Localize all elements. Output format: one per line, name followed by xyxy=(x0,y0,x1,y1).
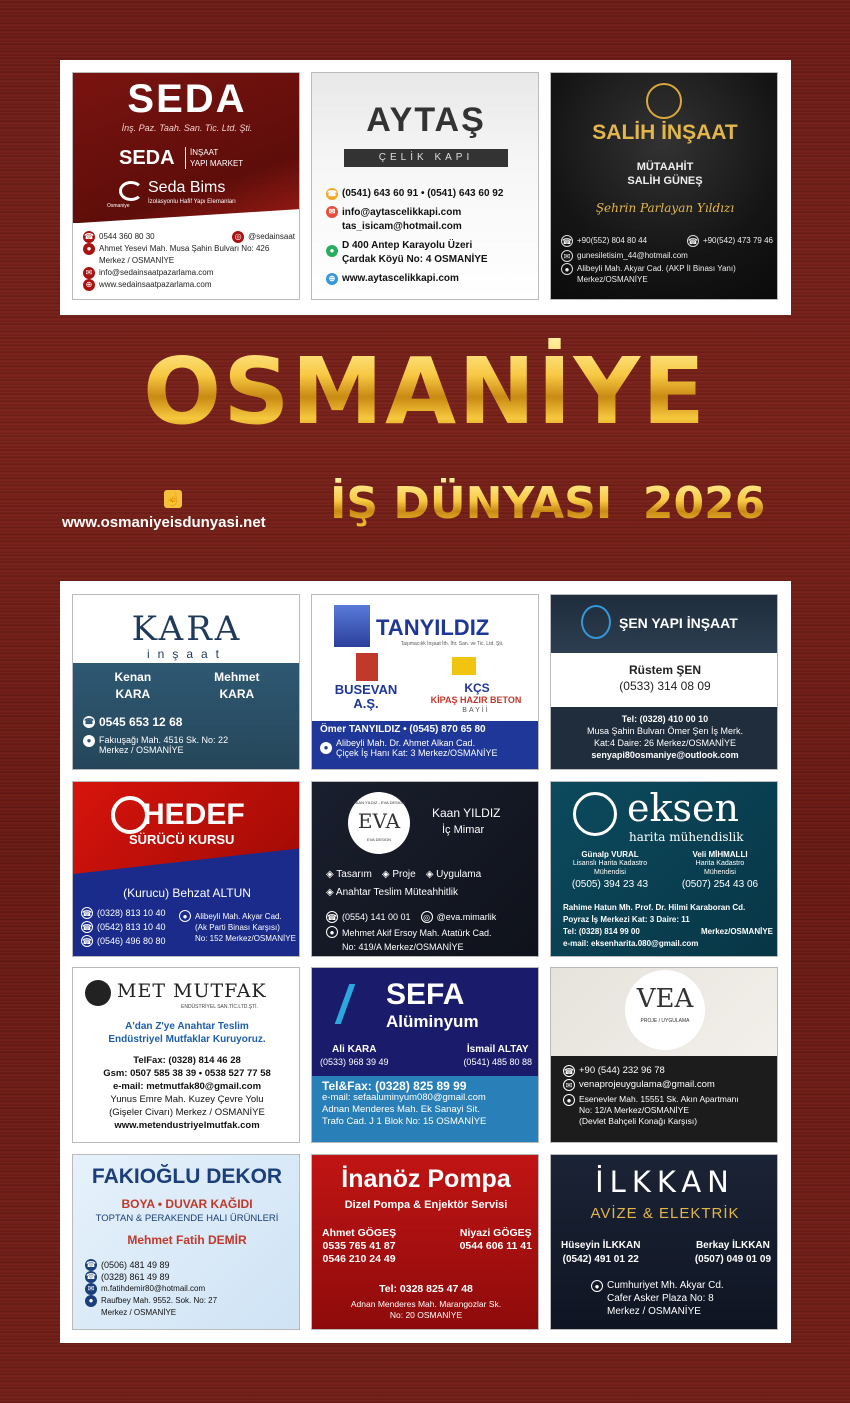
met-sub: ENDÜSTRİYEL SAN.TİC.LTD.ŞTİ. xyxy=(181,1004,258,1010)
phone-icon: ☎ xyxy=(82,909,92,918)
salih-logo-icon xyxy=(646,83,682,119)
hedef-phone3: (0546) 496 80 80 xyxy=(97,936,166,946)
aytas-email2: tas_isicam@hotmail.com xyxy=(342,221,462,232)
hedef-name: HEDEF xyxy=(143,798,245,831)
seda-market-sub2: YAPI MARKET xyxy=(190,159,244,168)
eva-logo-top: KAAN YILDIZ - EVA DESIGN xyxy=(353,800,405,805)
aytas-address1: D 400 Antep Karayolu Üzeri xyxy=(342,240,473,251)
location-icon: ● xyxy=(179,910,191,922)
seda-bims-sub: İzolasyonlu Hafif Yapı Elemanları xyxy=(148,199,236,205)
sefa-address1: Adnan Menderes Mah. Ek Sanayi Sit. xyxy=(322,1104,480,1115)
fakioglu-address2: Merkez / OSMANİYE xyxy=(101,1308,177,1317)
tanyildiz-building-icon xyxy=(334,605,370,647)
kcs-sub: KİPAŞ HAZIR BETON xyxy=(430,695,522,705)
seda-address: Ahmet Yesevi Mah. Musa Şahin Bulvarı No: 426 Merkez / OSMANİYE xyxy=(99,244,270,265)
sen-tel: Tel: (0328) 410 00 10 xyxy=(621,714,709,724)
eva-svc1: Tasarım xyxy=(336,869,372,880)
inanoz-p1-phone1: 0535 765 41 87 xyxy=(322,1240,396,1252)
hedef-phones xyxy=(81,906,166,948)
salih-phone2: +90(542) 473 79 46 xyxy=(702,236,773,245)
eva-services: ◈ Tasarım ◈ Proje ◈ Uygulama ◈ Anahtar Teslim Müteahhitlik xyxy=(326,869,482,898)
inanoz-address1: Adnan Menderes Mah. Marangozlar Sk. xyxy=(350,1299,502,1309)
met-address2: (Gişeler Civarı) Merkez / OSMANİYE xyxy=(109,1107,265,1118)
phone-icon: ☎ xyxy=(86,1272,96,1281)
aytas-email1: info@aytascelikkapi.com xyxy=(342,207,462,218)
hedef-founder: (Kurucu) Behzat ALTUN xyxy=(123,886,251,900)
phone-icon: ☎ xyxy=(84,717,94,726)
kcs-name: KÇS xyxy=(464,681,490,695)
sub-title: İŞ DÜNYASI 2026 xyxy=(330,478,766,529)
hedef-phone1: (0328) 813 10 40 xyxy=(97,908,166,918)
eksen-p2-name: Veli MİHMALLI xyxy=(692,850,748,859)
fakioglu-address1: Raufbey Mah. 9552. Sok. No: 27 xyxy=(101,1296,218,1305)
inanoz-tel: Tel: 0328 825 47 48 xyxy=(379,1283,473,1295)
sefa-sub: Alüminyum xyxy=(386,1012,479,1031)
ilkkan-p2-phone: (0507) 049 01 09 xyxy=(694,1254,771,1265)
eksen-p2-phone: (0507) 254 43 06 xyxy=(681,879,759,890)
hedef-address1: Alibeyli Mah. Akyar Cad. xyxy=(195,911,282,921)
sen-address2: Kat:4 Daire: 26 Merkez/OSMANİYE xyxy=(593,738,737,748)
seda-bims-name: Seda Bims xyxy=(148,179,226,196)
location-icon: ● xyxy=(561,263,573,275)
kara-person2-last: KARA xyxy=(219,687,255,701)
inanoz-people xyxy=(322,1227,532,1266)
phone-icon: ☎ xyxy=(327,913,337,922)
kara-sub: inşaat xyxy=(146,647,228,661)
email-icon: ✉ xyxy=(85,1283,97,1295)
sefa-p1-phone: (0533) 968 39 49 xyxy=(320,1057,389,1067)
fakioglu-phone2: (0328) 861 49 89 xyxy=(101,1272,170,1282)
eksen-address1: Rahime Hatun Mh. Prof. Dr. Hilmi Karaboran Cd. xyxy=(563,903,746,912)
vena-logo-sub: PROJE / UYGULAMA xyxy=(640,1018,690,1024)
bottom-ads-panel xyxy=(60,581,791,1343)
ilkkan-address3: Merkez / OSMANİYE xyxy=(607,1306,701,1317)
seda-bims-city: Osmaniye xyxy=(107,203,130,209)
eva-contact xyxy=(326,910,536,954)
fakioglu-contact xyxy=(85,1259,217,1319)
eksen-ad-card xyxy=(550,781,778,957)
location-icon: ● xyxy=(83,243,95,255)
seda-market-sub xyxy=(185,147,243,169)
ilkkan-p1-phone: (0542) 491 01 22 xyxy=(562,1254,639,1265)
hedef-address3: No: 152 Merkez/OSMANİYE xyxy=(195,934,296,943)
seda-contact xyxy=(83,231,295,291)
eva-svc2: Proje xyxy=(392,869,416,880)
salih-name: SALİH İNŞAAT xyxy=(592,121,738,144)
sefa-p2-name: İsmail ALTAY xyxy=(466,1044,529,1055)
ilkkan-name: İLKKAN xyxy=(595,1165,735,1199)
salih-ad-card xyxy=(550,72,778,300)
eksen-sub: harita mühendislik xyxy=(629,830,744,844)
vena-email: venaprojeuygulama@gmail.com xyxy=(579,1079,715,1090)
ilkkan-p2-name: Berkay İLKKAN xyxy=(695,1240,770,1251)
inanoz-p1-name: Ahmet GÖGEŞ xyxy=(322,1227,397,1239)
phone-icon: ☎ xyxy=(562,236,572,246)
met-contact xyxy=(73,1054,300,1132)
aytas-ad-card xyxy=(311,72,539,300)
tanyildiz-ad-card xyxy=(311,594,539,770)
kara-phone: 0545 653 12 68 xyxy=(99,715,183,729)
busevan-logo-icon xyxy=(356,653,378,681)
eksen-city: Merkez/OSMANİYE xyxy=(700,927,773,936)
aytas-web: www.aytascelikkapi.com xyxy=(342,273,459,284)
phone-icon: ☎ xyxy=(82,937,92,946)
sen-footer xyxy=(551,707,778,770)
vena-address1: Esenevler Mah. 15551 Sk. Akın Apartmanı xyxy=(579,1094,739,1104)
seda-subtitle: İnş. Paz. Taah. San. Tic. Ltd. Şti. xyxy=(121,123,253,133)
sen-yapi-ad-card xyxy=(550,594,778,770)
sen-person: Rüstem ŞEN xyxy=(628,663,702,677)
seda-market-sub1: İNŞAAT xyxy=(190,148,219,157)
email-icon: ✉ xyxy=(561,250,573,262)
location-icon: ● xyxy=(85,1295,97,1307)
main-title: OSMANİYE xyxy=(0,338,850,445)
email-icon: ✉ xyxy=(83,267,95,279)
sen-name: ŞEN YAPI İNŞAAT xyxy=(619,615,738,631)
ilkkan-address xyxy=(591,1279,771,1318)
vena-address3: (Devlet Bahçeli Konağı Karşısı) xyxy=(579,1116,698,1126)
eksen-p1-role1: Lisanslı Harita Kadastro xyxy=(572,860,648,867)
sefa-ad-card xyxy=(311,967,539,1143)
eksen-tel: Tel: (0328) 814 99 00 xyxy=(563,927,640,936)
tanyildiz-contact: Ömer TANYILDIZ • (0545) 870 65 80 xyxy=(320,724,486,735)
eva-person: Kaan YILDIZ xyxy=(432,806,501,820)
eva-svc3: Uygulama xyxy=(436,869,482,880)
tanyildiz-address1: Alibeyli Mah. Dr. Ahmet Alkan Cad. xyxy=(336,738,476,748)
location-icon: ● xyxy=(326,926,338,938)
sefa-name: SEFA xyxy=(386,978,465,1011)
met-mutfak-ad-card xyxy=(72,967,300,1143)
aytas-name: AYTAŞ xyxy=(366,101,486,139)
email-icon: ✉ xyxy=(563,1079,575,1091)
hedef-address xyxy=(179,910,296,944)
seda-instagram: @sedainsaat xyxy=(248,232,295,241)
tanyildiz-name: TANYILDIZ xyxy=(376,615,490,640)
fakioglu-email: m.fatihdemir80@hotmail.com xyxy=(101,1284,206,1293)
seda-ad-card xyxy=(72,72,300,300)
tanyildiz-footer xyxy=(312,721,539,770)
aytas-address2: Çardak Köyü No: 4 OSMANİYE xyxy=(342,254,488,265)
ilkkan-ad-card xyxy=(550,1154,778,1330)
instagram-icon: ◎ xyxy=(232,231,244,243)
inanoz-sub: Dizel Pompa & Enjektör Servisi xyxy=(344,1199,508,1211)
met-slogan1: A'dan Z'ye Anahtar Teslim xyxy=(125,1021,249,1032)
aytas-tagline: ÇELİK KAPI xyxy=(344,149,508,167)
eksen-email: e-mail: eksenharita.080@gmail.com xyxy=(563,939,699,948)
web-icon: ⊕ xyxy=(326,273,338,285)
eksen-p1-phone: (0505) 394 23 43 xyxy=(571,879,649,890)
sefa-p2-phone: (0541) 485 80 88 xyxy=(463,1057,532,1067)
seda-name: SEDA xyxy=(127,77,247,121)
salih-address: Alibeyli Mah. Akyar Cad. (AKP İl Binası Yanı) Merkez/OSMANİYE xyxy=(577,264,736,284)
kara-person1-last: KARA xyxy=(115,687,151,701)
fakioglu-line2: TOPTAN & PERAKENDE HALI ÜRÜNLERİ xyxy=(95,1213,279,1224)
fakioglu-name: FAKIOĞLU DEKOR xyxy=(91,1165,283,1188)
website-link[interactable]: www.osmaniyeisdunyasi.net xyxy=(62,514,266,531)
eva-role: İç Mimar xyxy=(442,824,485,836)
kara-people xyxy=(83,669,291,703)
eva-logo-bottom: EVA DESIGN xyxy=(367,837,391,842)
location-icon: ● xyxy=(563,1094,575,1106)
met-name: MET MUTFAK xyxy=(117,980,267,1002)
inanoz-name: İnanöz Pompa xyxy=(341,1165,511,1193)
ilkkan-people xyxy=(561,1239,771,1267)
inanoz-p1-phone2: 0546 210 24 49 xyxy=(322,1253,396,1265)
phone-icon: ☎ xyxy=(82,923,92,932)
ilkkan-address2: Cafer Asker Plaza No: 8 xyxy=(607,1293,714,1304)
met-email: e-mail: metmutfak80@gmail.com xyxy=(112,1081,262,1092)
email-icon: ✉ xyxy=(326,206,338,218)
eksen-contact xyxy=(563,902,773,950)
ilkkan-p1-name: Hüseyin İLKKAN xyxy=(561,1240,641,1251)
sen-address1: Musa Şahin Bulvarı Ömer Şen İş Merk. xyxy=(586,726,744,736)
hand-pointer-icon: ☝ xyxy=(165,492,181,506)
sefa-people xyxy=(320,1044,532,1068)
met-slogan2: Endüstriyel Mutfaklar Kuruyoruz. xyxy=(108,1034,266,1045)
salih-email: gunesiletisim_44@hotmail.com xyxy=(577,251,688,260)
location-icon: ● xyxy=(326,245,338,257)
eva-logo-text: EVA xyxy=(357,809,401,833)
aytas-phones: (0541) 643 60 91 • (0541) 643 60 92 xyxy=(342,188,504,199)
salih-role: MÜTAAHİT xyxy=(636,161,694,173)
salih-person: SALİH GÜNEŞ xyxy=(627,175,703,187)
vena-contact xyxy=(563,1064,775,1127)
hedef-phone2: (0542) 813 10 40 xyxy=(97,922,166,932)
kcs-logo-icon xyxy=(452,657,476,675)
eva-svc4: Anahtar Teslim Müteahhitlik xyxy=(335,887,459,898)
eva-phone: (0554) 141 00 01 xyxy=(342,912,411,922)
instagram-icon: ◎ xyxy=(421,911,433,923)
eksen-address2: Poyraz İş Merkezi Kat: 3 Daire: 11 xyxy=(563,915,690,924)
location-icon: ● xyxy=(320,742,332,754)
inanoz-address2: No: 20 OSMANİYE xyxy=(389,1310,463,1320)
sen-building-icon xyxy=(581,605,611,639)
met-slogan xyxy=(73,1020,300,1046)
web-icon: ⊕ xyxy=(83,279,95,291)
tanyildiz-address2: Çiçek İş Hanı Kat: 3 Merkez/OSMANİYE xyxy=(336,748,498,758)
eksen-compass-icon xyxy=(573,792,617,836)
seda-phone: 0544 360 80 30 xyxy=(99,232,155,241)
met-web: www.metendustriyelmutfak.com xyxy=(114,1120,260,1131)
kara-address1: Fakıuşağı Mah. 4516 Sk. No: 22 xyxy=(99,735,229,745)
eksen-p2-role1: Harita Kadastro xyxy=(695,860,745,867)
salih-phone1: +90(552) 804 80 44 xyxy=(577,236,648,245)
sefa-address2: Trafo Cad. J 1 Blok No: 15 OSMANİYE xyxy=(322,1116,487,1127)
salih-contact xyxy=(561,233,773,285)
top-ads-panel xyxy=(60,60,791,315)
location-icon: ● xyxy=(83,735,95,747)
kcs-bayii: BAYİİ xyxy=(462,707,490,714)
ilkkan-address1: Cumhuriyet Mh. Akyar Cd. xyxy=(607,1280,724,1291)
eva-address1: Mehmet Akif Ersoy Mah. Atatürk Cad. xyxy=(342,928,492,938)
vena-logo xyxy=(625,970,705,1050)
hedef-ad-card xyxy=(72,781,300,957)
ilkkan-sub: AVİZE & ELEKTRİK xyxy=(590,1205,740,1222)
seda-bims-swirl-icon xyxy=(119,181,143,201)
eva-address2: No: 419/A Merkez/OSMANİYE xyxy=(342,942,464,952)
phone-icon: ☎ xyxy=(327,189,337,198)
seda-web: www.sedainsaatpazarlama.com xyxy=(99,280,212,289)
sen-mobile: (0533) 314 08 09 xyxy=(619,679,711,693)
location-icon: ● xyxy=(591,1280,603,1292)
phone-icon: ☎ xyxy=(564,1067,574,1076)
sefa-logo-icon xyxy=(335,984,380,1024)
kara-person1-first: Kenan xyxy=(114,670,152,684)
met-address1: Yunus Emre Mah. Kuzey Çevre Yolu xyxy=(110,1094,264,1105)
phone-icon: ☎ xyxy=(687,236,698,246)
phone-icon: ☎ xyxy=(86,1260,96,1269)
sen-email: senyapi80osmaniye@outlook.com xyxy=(591,750,739,760)
eksen-p2-role2: Mühendisi xyxy=(704,869,736,876)
eksen-p1-name: Günalp VURAL xyxy=(581,850,639,859)
eva-instagram: @eva.mimarlik xyxy=(436,912,497,922)
inanoz-ad-card xyxy=(311,1154,539,1330)
sefa-telfax: Tel&Fax: (0328) 825 89 99 xyxy=(322,1079,467,1093)
sefa-p1-name: Ali KARA xyxy=(332,1044,377,1055)
fakioglu-person: Mehmet Fatih DEMİR xyxy=(127,1233,247,1247)
busevan-name: BUSEVAN A.Ş. xyxy=(334,682,398,711)
met-telfax: TelFax: (0328) 814 46 28 xyxy=(133,1055,241,1066)
inanoz-p2-phone1: 0544 606 11 41 xyxy=(459,1240,532,1252)
aytas-contact xyxy=(326,187,536,286)
hedef-sub: SÜRÜCÜ KURSU xyxy=(129,832,235,847)
kara-ad-card xyxy=(72,594,300,770)
vena-ad-card xyxy=(550,967,778,1143)
tanyildiz-sub: Taşımacılık İnşaat İth. İhr. San. ve Tic. Ltd. Şti. xyxy=(400,641,504,647)
eva-logo xyxy=(348,792,410,854)
eksen-name: eksen xyxy=(627,786,739,830)
sefa-email: e-mail: sefaaluminyum080@gmail.com xyxy=(322,1092,486,1103)
kara-name: KARA xyxy=(131,609,243,649)
inanoz-p2-name: Niyazi GÖGEŞ xyxy=(459,1227,532,1239)
met-gsm: Gsm: 0507 585 38 39 • 0538 527 77 58 xyxy=(103,1068,271,1079)
eva-ad-card xyxy=(311,781,539,957)
vena-phone: +90 (544) 232 96 78 xyxy=(579,1065,665,1076)
kara-contact xyxy=(83,715,291,755)
met-logo-icon xyxy=(85,980,111,1006)
inanoz-address xyxy=(312,1299,539,1321)
kara-address2: Merkez / OSMANİYE xyxy=(99,745,184,755)
vena-address2: No: 12/A Merkez/OSMANİYE xyxy=(579,1105,690,1115)
seda-market-name: SEDA xyxy=(119,147,175,169)
fakioglu-ad-card xyxy=(72,1154,300,1330)
phone-icon: ☎ xyxy=(84,232,94,241)
salih-slogan: Şehrin Parlayan Yıldızı xyxy=(595,201,735,215)
hedef-address2: (Ak Parti Binası Karşısı) xyxy=(195,923,280,932)
eksen-p1-role2: Mühendisi xyxy=(594,869,626,876)
kara-person2-first: Mehmet xyxy=(214,670,260,684)
vena-logo-text: VEA xyxy=(636,984,694,1014)
fakioglu-line1: BOYA • DUVAR KAĞIDI xyxy=(121,1197,253,1211)
eksen-people xyxy=(555,850,775,889)
seda-email: info@sedainsaatpazarlama.com xyxy=(99,268,214,277)
sefa-footer xyxy=(312,1076,539,1143)
fakioglu-phone1: (0506) 481 49 89 xyxy=(101,1260,170,1270)
